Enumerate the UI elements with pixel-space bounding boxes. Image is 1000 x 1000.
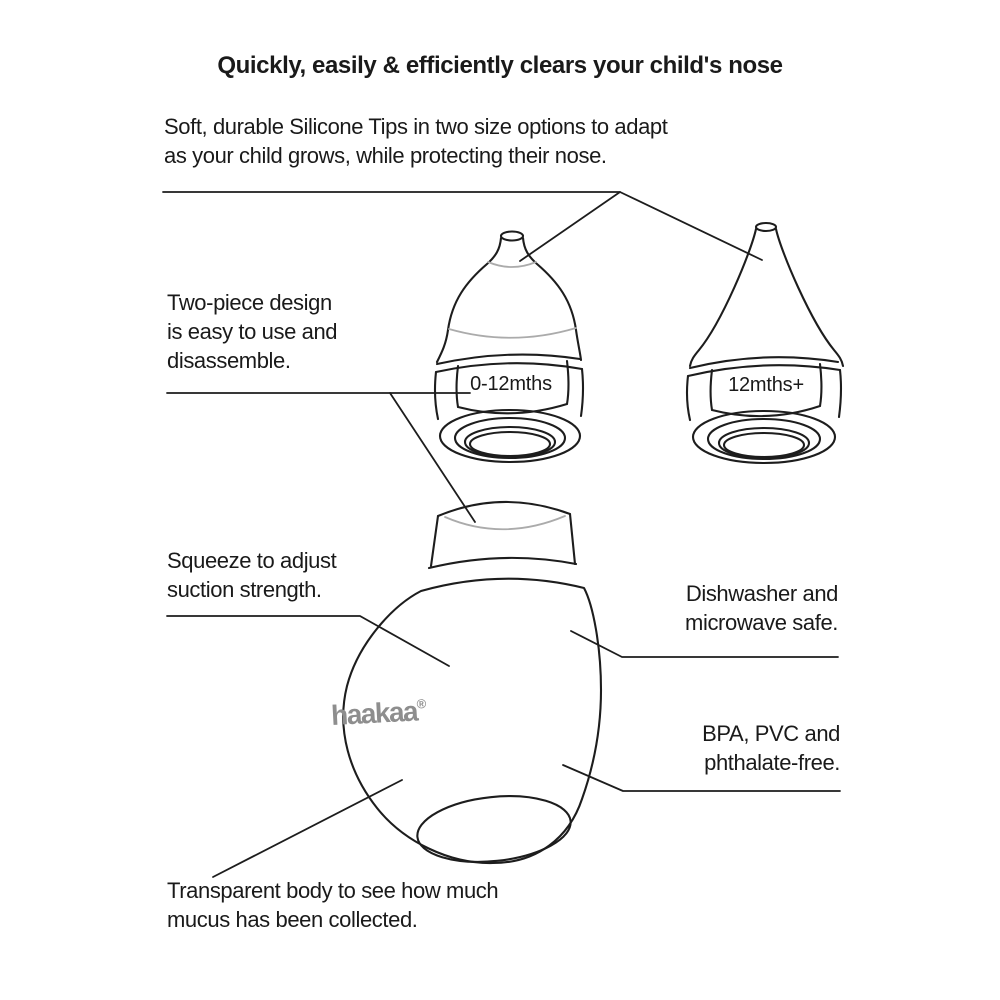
annotation-silicone-tips	[164, 112, 667, 170]
tip-small-band-side-left	[435, 372, 438, 419]
tip-small-profile-left	[437, 238, 501, 362]
annotation-dishwasher	[685, 579, 838, 637]
leader-squeeze	[167, 616, 449, 666]
annotation-bpa-line1: BPA, PVC and	[702, 721, 840, 746]
tip-large-opening	[756, 223, 776, 231]
leader-transparent-body	[213, 780, 402, 877]
annotation-two-piece-line3: disassemble.	[167, 348, 291, 373]
tip-large-size-label: 12mths+	[728, 374, 804, 396]
bulb-neck-wall-right	[570, 514, 575, 564]
tip-large-profile-right	[776, 229, 843, 366]
tip-large-profile-left	[690, 229, 756, 366]
registered-trademark-icon: ®	[416, 696, 427, 712]
tip-large-ring-mid	[708, 419, 820, 459]
tip-large-band-side-left	[687, 376, 690, 420]
leader-two-piece-bulb-branch	[390, 393, 475, 522]
annotation-squeeze-line1: Squeeze to adjust	[167, 548, 337, 573]
annotation-transparent-body-line1: Transparent body to see how much	[167, 878, 499, 903]
bulb-neck-wall-left	[431, 516, 438, 566]
annotation-bpa-line2: phthalate-free.	[704, 750, 840, 775]
leader-silicone-tips-left-branch	[520, 192, 620, 261]
annotation-two-piece-line2: is easy to use and	[167, 319, 338, 344]
tip-small-neck-shading	[488, 262, 536, 267]
annotation-silicone-tips-line2: as your child grows, while protecting their nose.	[164, 143, 607, 168]
brand-name: haakaa	[330, 695, 418, 732]
tip-small-drawing	[435, 232, 583, 463]
tip-small-ring-innermost	[470, 432, 550, 456]
annotation-silicone-tips-line1: Soft, durable Silicone Tips in two size options to adapt	[164, 114, 668, 139]
annotation-two-piece	[167, 288, 337, 375]
bulb-neck-rim-back	[438, 502, 570, 516]
leader-silicone-tips	[163, 192, 762, 260]
tip-small-dome-shading	[449, 328, 576, 338]
tip-small-band-side-right	[581, 369, 583, 416]
tip-large-drawing	[687, 223, 843, 463]
annotation-squeeze-line2: suction strength.	[167, 577, 322, 602]
brand-logo	[330, 695, 427, 732]
annotation-transparent-body	[167, 876, 498, 934]
annotation-squeeze	[167, 546, 336, 604]
annotation-two-piece-line1: Two-piece design	[167, 290, 332, 315]
tip-small-size-label: 0-12mths	[470, 373, 552, 395]
annotation-transparent-body-line2: mucus has been collected.	[167, 907, 418, 932]
tip-small-ring-mid	[455, 418, 565, 458]
tip-large-band-side-right	[839, 370, 841, 417]
tip-small-profile-right	[523, 238, 581, 360]
annotation-bpa	[702, 719, 840, 777]
bulb-base-opening	[414, 789, 574, 869]
tip-large-ring-innermost	[724, 433, 804, 457]
bulb-neck-rim-inner	[445, 516, 565, 529]
tip-small-face-bottom	[458, 404, 567, 413]
tip-small-opening	[501, 232, 523, 241]
page-title: Quickly, easily & efficiently clears your child's nose	[217, 52, 783, 79]
annotation-dishwasher-line2: microwave safe.	[685, 610, 838, 635]
bulb-drawing	[343, 502, 601, 869]
annotation-dishwasher-line1: Dishwasher and	[685, 581, 838, 606]
bulb-collar	[429, 558, 576, 568]
